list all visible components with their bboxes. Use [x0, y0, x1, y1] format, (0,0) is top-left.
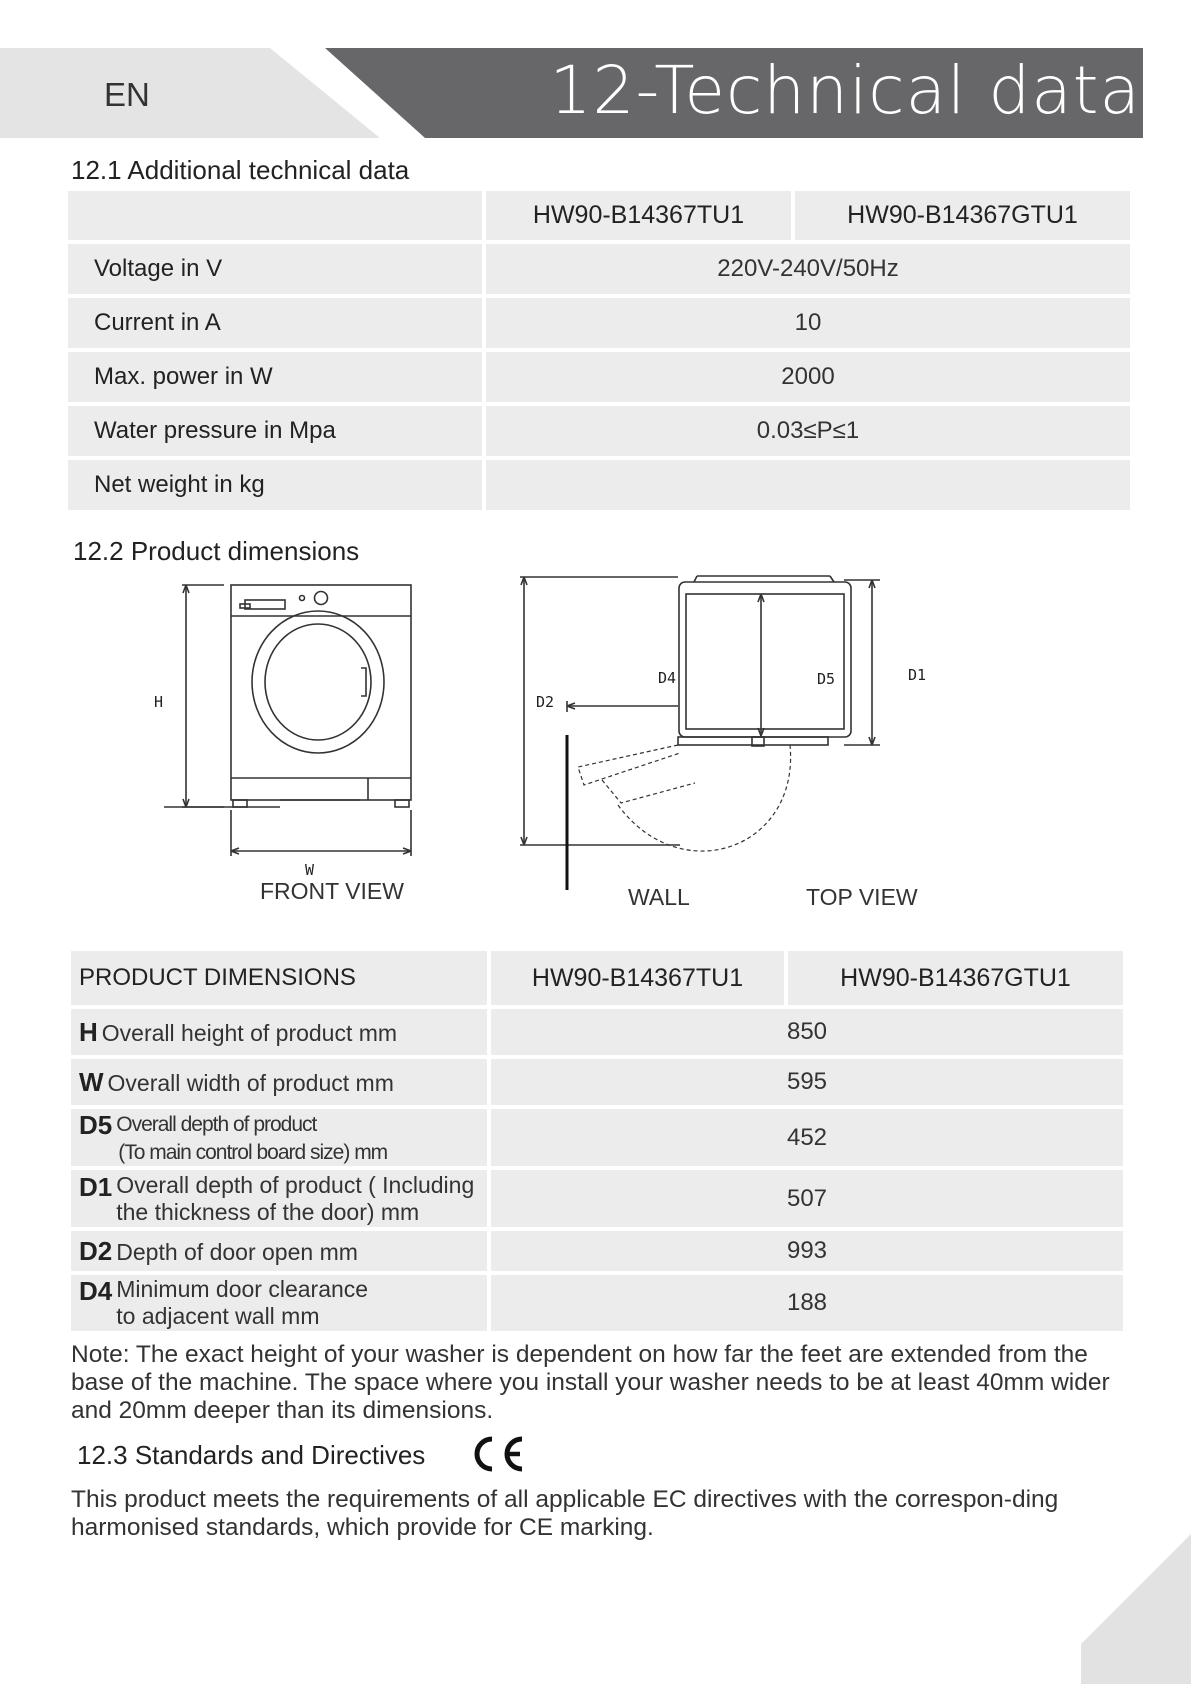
- product-dimensions-table: [67, 947, 1127, 1335]
- table-row: [68, 406, 1130, 456]
- model-header: HW90-B14367GTU1: [795, 191, 1130, 240]
- label-d1: D1: [908, 666, 927, 684]
- row-label: Water pressure in Mpa: [68, 406, 482, 456]
- row-value: 2000: [486, 352, 1130, 402]
- table-row: [71, 1059, 1123, 1105]
- row-value: [486, 460, 1130, 510]
- row-label: Net weight in kg: [68, 460, 482, 510]
- row-label: Voltage in V: [68, 244, 482, 294]
- language-code: EN: [104, 76, 150, 113]
- dimension-description: Minimum door clearance: [116, 1276, 369, 1302]
- washer-front-view: [231, 585, 411, 807]
- dimension-description: Depth of door open mm: [116, 1238, 358, 1265]
- dimension-code: D4: [79, 1276, 113, 1306]
- label-d4: D4: [658, 669, 677, 687]
- section-title-additional-data: 12.1 Additional technical data: [71, 155, 410, 185]
- label-d5: D5: [817, 670, 836, 688]
- technical-data-table: [64, 187, 1134, 514]
- wall-caption: WALL: [628, 884, 690, 910]
- table-row: [71, 1275, 1123, 1331]
- row-value: 10: [486, 298, 1130, 348]
- label-w: W: [305, 861, 315, 879]
- dimension-diagram: [140, 570, 940, 890]
- dimensions-note: Note: The exact height of your washer is dependent on how far the feet are extended from the base of the machine. The space where you install your washer needs to be at least 40mm wider and 20mm deeper than its dimensions.: [71, 1341, 1110, 1424]
- page-corner-decoration: [1081, 1534, 1191, 1684]
- dimension-description: Overall width of product mm: [107, 1069, 394, 1096]
- dimensions-header: PRODUCT DIMENSIONS: [71, 951, 487, 1005]
- dimension-description: the thickness of the door) mm: [116, 1198, 420, 1225]
- header-empty-cell: [68, 191, 482, 240]
- model-header: HW90-B14367GTU1: [788, 951, 1123, 1005]
- top-view-caption: TOP VIEW: [806, 884, 918, 910]
- section-title-product-dimensions: 12.2 Product dimensions: [73, 536, 360, 566]
- table-header-row: [71, 951, 1123, 1005]
- table-row: [71, 1109, 1123, 1166]
- table-row: [68, 244, 1130, 294]
- dimension-value: 507: [491, 1170, 1123, 1227]
- model-header: HW90-B14367TU1: [486, 191, 791, 240]
- dimension-description: to adjacent wall mm: [116, 1303, 320, 1329]
- row-value: 220V-240V/50Hz: [486, 244, 1130, 294]
- dimension-code: D2: [79, 1235, 113, 1266]
- table-row: [68, 352, 1130, 402]
- open-door-outline: [578, 745, 791, 851]
- dimension-code: D5: [79, 1109, 113, 1140]
- dimension-description: Overall depth of product: [116, 1112, 317, 1136]
- dimension-value: 595: [491, 1059, 1123, 1105]
- table-row: [71, 1170, 1123, 1227]
- row-value: 0.03≤P≤1: [486, 406, 1130, 456]
- page-title: 12-Technical data: [549, 52, 1141, 129]
- dimension-code: H: [79, 1016, 98, 1047]
- dimension-description: Overall depth of product ( Including: [116, 1171, 475, 1198]
- table-row: [71, 1009, 1123, 1055]
- dimension-code: D1: [79, 1171, 113, 1202]
- table-header-row: [68, 191, 1130, 240]
- dimension-value: 188: [491, 1275, 1123, 1331]
- model-header: HW90-B14367TU1: [491, 951, 784, 1005]
- section-title-standards: 12.3 Standards and Directives: [77, 1440, 426, 1470]
- header-tab-left: [0, 48, 380, 138]
- standards-text: This product meets the requirements of all applicable EC directives with the correspon-ding harmonised standards, which provide for CE marking.: [71, 1486, 1059, 1541]
- dimension-value: 850: [491, 1009, 1123, 1055]
- dimension-code: W: [79, 1066, 104, 1097]
- label-d2: D2: [536, 693, 555, 711]
- row-label: Max. power in W: [68, 352, 482, 402]
- table-row: [68, 460, 1130, 510]
- ce-mark-icon: [466, 1434, 528, 1474]
- dimension-value: 452: [491, 1109, 1123, 1166]
- dimension-value: 993: [491, 1231, 1123, 1271]
- table-row: [71, 1231, 1123, 1271]
- dimension-description: (To main control board size) mm: [118, 1140, 388, 1164]
- front-view-caption: FRONT VIEW: [260, 878, 404, 904]
- table-row: [68, 298, 1130, 348]
- row-label: Current in A: [68, 298, 482, 348]
- label-h: H: [154, 693, 164, 711]
- dimension-description: Overall height of product mm: [101, 1019, 398, 1046]
